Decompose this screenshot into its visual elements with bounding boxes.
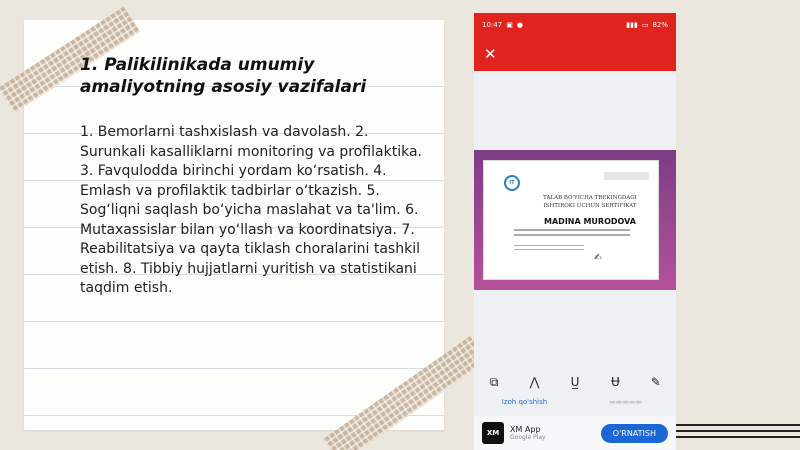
annotation-tools [474, 368, 676, 396]
ad-title: XM App [510, 425, 541, 434]
underline-icon[interactable]: U̲ [570, 375, 580, 389]
tab-secondary[interactable]: ▬▬▬▬▬ [608, 398, 643, 406]
xm-app-icon: XM [482, 422, 504, 444]
copy-icon[interactable]: ⧉ [489, 374, 499, 389]
certificate-text-line [514, 229, 630, 231]
notification-icon: ▣ [506, 21, 513, 29]
certificate-text-line [514, 245, 584, 246]
ad-subtitle: Google Play [510, 434, 546, 441]
certificate-image [474, 150, 676, 290]
certificate-recipient: MADINA MURODOVA [544, 217, 636, 226]
decorative-lines [675, 424, 800, 442]
certificate-date-block [604, 172, 649, 180]
tab-bar [474, 398, 676, 414]
status-bar [474, 13, 676, 37]
certificate-heading: TALAB BO'YICHA TREKINGDAGI ISHTIROKI UCHUN SERTIFIKAT [543, 195, 637, 209]
pen-icon[interactable]: ✎ [650, 375, 661, 389]
signal-icon: ▮▮▮ [626, 21, 638, 29]
slide-body-text: 1. Bemorlarni tashxislash va davolash. 2. Surunkali kasalliklarni monitoring va profilaktika. 3. Favqulodda birinchi yordam ko‘rsatish. 4. Emlash va profilaktik tadbirlar o‘tkazish. 5. Sog‘liqni saqlash bo‘yicha maslahat va ta'lim. 6. Mutaxassislar bilan yo‘llash va koordinatsiya. 7. Reabilitatsiya va qayta tiklash choralarini tashkil etish. 8. Tibbiy hujjatlarni yuritish va statistikani taqdim etish. [80, 124, 422, 296]
highlight-icon[interactable]: ⋀ [529, 375, 540, 389]
signature-icon: ✍ [594, 253, 602, 263]
strikethrough-icon[interactable]: Ʉ [610, 375, 620, 389]
certificate-text-line [514, 249, 584, 250]
battery-icon: ▭ [641, 21, 649, 29]
install-button[interactable]: O'RNATISH [601, 424, 668, 443]
battery-level: 82% [652, 21, 668, 29]
slide-title: 1. Palikilinikada umumiy amaliyotning asosiy vazifalari [80, 55, 367, 97]
location-icon: ● [516, 21, 523, 29]
viewer-toolbar [474, 37, 676, 71]
close-icon[interactable]: ✕ [484, 45, 497, 63]
ad-banner [474, 416, 676, 450]
certificate-logo-icon: IT [504, 175, 520, 191]
tab-add-note[interactable]: Izoh qo'shish [501, 398, 548, 406]
certificate-text-line [514, 234, 630, 236]
status-time: 10:47 [482, 21, 503, 29]
phone-screen [474, 13, 676, 450]
certificate-card [483, 160, 659, 280]
